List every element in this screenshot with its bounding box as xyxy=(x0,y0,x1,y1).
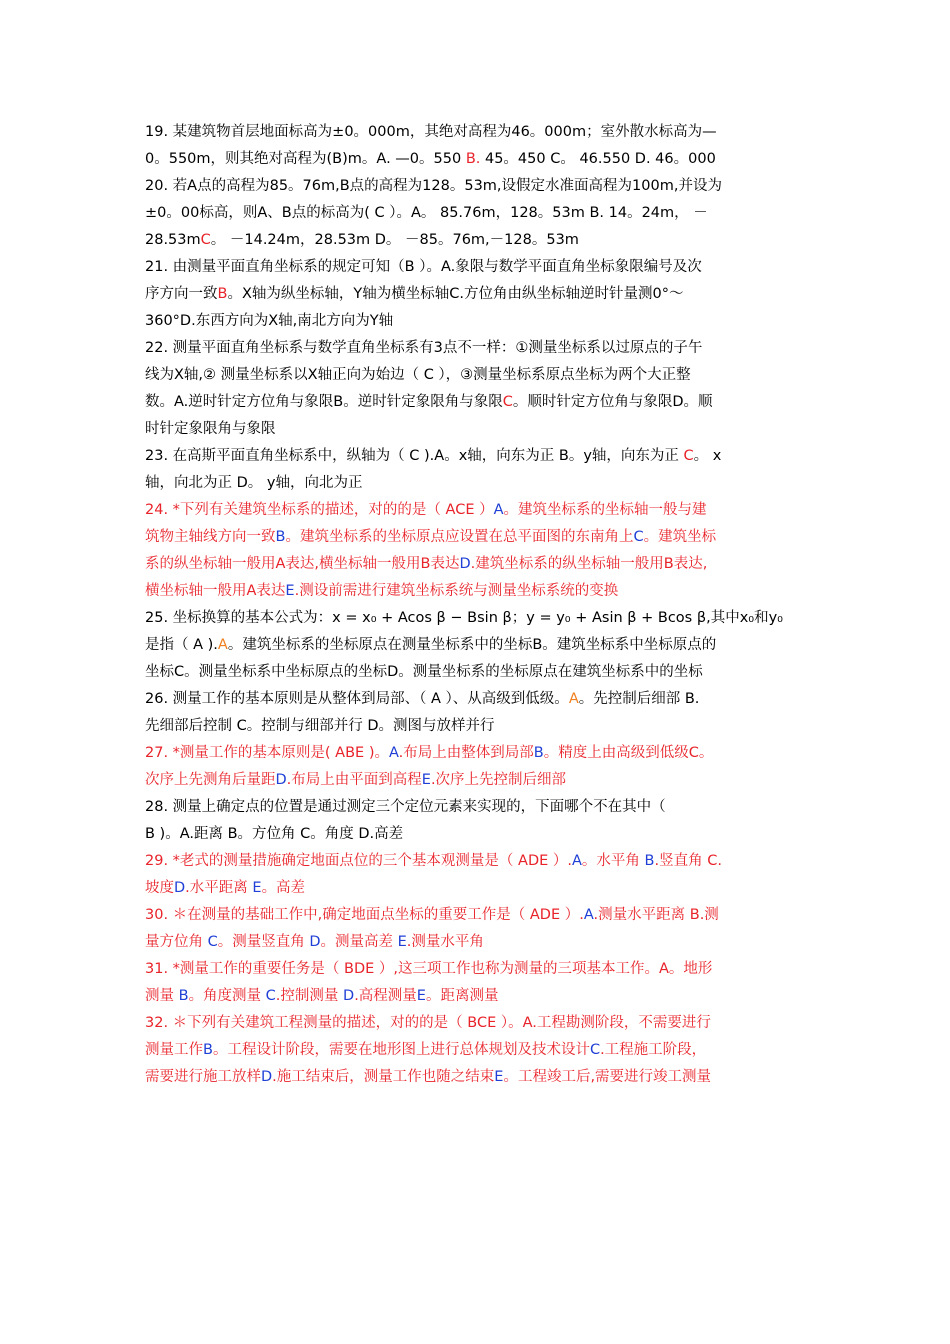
text-run: 坡度 xyxy=(145,880,174,896)
question-32 xyxy=(145,1010,807,1091)
text-run: 21. 由测量平面直角坐标系的规定可知（B ）。A.象限与数学平面直角坐标象限编号及次 xyxy=(145,259,702,275)
text-run: 0。550m，则其绝对高程为(B)m。A. —0。550 xyxy=(145,151,466,167)
question-line xyxy=(145,956,807,983)
text-run: 29. *老式的测量措施确定地面点位的三个基本观测量是（ ADE ）. xyxy=(145,853,572,869)
text-run: 测量 xyxy=(145,988,179,1004)
text-run: 轴，向北为正 D。 y轴，向北为正 xyxy=(145,475,363,491)
question-25 xyxy=(145,605,807,686)
question-line xyxy=(145,200,807,227)
text-run: 测量工作 xyxy=(145,1042,203,1058)
question-line xyxy=(145,1010,807,1037)
question-28 xyxy=(145,794,807,848)
text-run: .次序上先控制后细部 xyxy=(430,772,567,788)
text-run: 25. 坐标换算的基本公式为：x = x₀ + Acos β − Bsin β；y = y₀ + Asin β + Bcos β,其中x₀和y₀ xyxy=(145,610,783,626)
text-run: 先细部后控制 C。控制与细部并行 D。测图与放样并行 xyxy=(145,718,495,734)
question-line xyxy=(145,875,807,902)
text-run: 。水平角 xyxy=(581,853,645,869)
question-line xyxy=(145,713,807,740)
option-letter: B xyxy=(533,745,544,761)
option-letter: A xyxy=(493,502,504,518)
text-run: .施工结束后，测量工作也随之结束 xyxy=(272,1069,495,1085)
option-letter: C xyxy=(207,934,218,950)
text-run: ±0。00标高，则A、B点的标高为( C ）。A。 85.76m，128。53m B. 14。24m， － xyxy=(145,205,708,221)
question-line xyxy=(145,632,807,659)
option-letter: B xyxy=(275,529,286,545)
question-line xyxy=(145,362,807,389)
option-letter: D xyxy=(459,556,471,572)
question-22 xyxy=(145,335,807,443)
question-line xyxy=(145,551,807,578)
question-line xyxy=(145,578,807,605)
question-line xyxy=(145,443,807,470)
text-run: 。先控制后细部 B. xyxy=(578,691,700,707)
question-line xyxy=(145,821,807,848)
question-line xyxy=(145,902,807,929)
question-20 xyxy=(145,173,807,254)
question-29 xyxy=(145,848,807,902)
text-run: 24. *下列有关建筑坐标系的描述，对的的是（ ACE ） xyxy=(145,502,494,518)
text-run: 22. 测量平面直角坐标系与数学直角坐标系有3点不一样：①测量坐标系以过原点的子午 xyxy=(145,340,703,356)
text-run: 。测量竖直角 xyxy=(217,934,310,950)
question-line xyxy=(145,659,807,686)
document-page xyxy=(145,119,807,1091)
text-run: .水平距离 xyxy=(185,880,253,896)
question-line xyxy=(145,497,807,524)
text-run: 坐标C。测量坐标系中坐标原点的坐标D。测量坐标系的坐标原点在建筑坐标系中的坐标 xyxy=(145,664,703,680)
text-run: 31. *测量工作的重要任务是（ BDE ）,这三项工作也称为测量的三项基本工作。A。地形 xyxy=(145,961,713,977)
text-run: .控制测量 xyxy=(275,988,344,1004)
option-letter: D xyxy=(343,988,355,1004)
text-run: 360°D.东西方向为X轴,南北方向为Y轴 xyxy=(145,313,394,329)
text-run: 27. *测量工作的基本原则是( ABE )。 xyxy=(145,745,389,761)
question-21 xyxy=(145,254,807,335)
text-run: 。建筑坐标系的坐标原点应设置在总平面图的东南角上 xyxy=(285,529,634,545)
option-letter: B xyxy=(178,988,189,1004)
text-run: 28.53m xyxy=(145,232,201,248)
text-run: 。顺时针定方位角与象限D。顺 xyxy=(512,394,713,410)
question-line xyxy=(145,416,807,443)
text-run: 需要进行施工放样 xyxy=(145,1069,261,1085)
text-run: B )。A.距离 B。方位角 C。角度 D.高差 xyxy=(145,826,404,842)
question-line xyxy=(145,767,807,794)
option-letter: C xyxy=(633,529,644,545)
text-run: .竖直角 C. xyxy=(654,853,722,869)
option-letter: A xyxy=(583,907,594,923)
text-run: 23. 在高斯平面直角坐标系中，纵轴为（ C ).A。x轴，向东为正 B。y轴，向东为正 xyxy=(145,448,684,464)
text-run: 。工程设计阶段，需要在地形图上进行总体规划及技术设计 xyxy=(212,1042,590,1058)
text-run: 。建筑坐标 xyxy=(643,529,717,545)
text-run: 。高差 xyxy=(261,880,306,896)
option-letter: B xyxy=(203,1042,213,1058)
text-run: 19. 某建筑物首层地面标高为±0。000m，其绝对高程为46。000m；室外散水标高为— xyxy=(145,124,717,140)
question-line xyxy=(145,227,807,254)
text-run: 。工程竣工后,需要进行竣工测量 xyxy=(503,1069,712,1085)
option-letter: E xyxy=(421,772,431,788)
text-run: 。距离测量 xyxy=(425,988,499,1004)
text-run: 量方位角 xyxy=(145,934,208,950)
option-letter: B. xyxy=(465,151,481,167)
question-line xyxy=(145,119,807,146)
option-letter: C xyxy=(683,448,694,464)
text-run: 次序上先测角后量距 xyxy=(145,772,276,788)
option-letter: C xyxy=(502,394,513,410)
question-line xyxy=(145,173,807,200)
text-run: 。精度上由高级到低级C。 xyxy=(543,745,714,761)
text-run: 数。A.逆时针定方位角与象限B。逆时针定象限角与象限 xyxy=(145,394,503,410)
option-letter: A xyxy=(568,691,579,707)
option-letter: E xyxy=(252,880,262,896)
question-line xyxy=(145,389,807,416)
question-line xyxy=(145,1037,807,1064)
text-run: 横坐标轴一般用A表达 xyxy=(145,583,286,599)
question-line xyxy=(145,335,807,362)
text-run: 。测量高差 xyxy=(320,934,398,950)
question-line xyxy=(145,308,807,335)
question-line xyxy=(145,605,807,632)
option-letter: A xyxy=(388,745,399,761)
text-run: 26. 测量工作的基本原则是从整体到局部、（ A ）、从高级到低级。 xyxy=(145,691,569,707)
text-run: 20. 若A点的高程为85。76m,B点的高程为128。53m,设假定水准面高程为100m,并设为 xyxy=(145,178,722,194)
text-run: 序方向一致 xyxy=(145,286,218,302)
question-line xyxy=(145,470,807,497)
text-run: .测设前需进行建筑坐标系统与测量坐标系统的变换 xyxy=(294,583,619,599)
text-run: .测量水平角 xyxy=(406,934,484,950)
option-letter: E xyxy=(494,1069,504,1085)
text-run: .高程测量 xyxy=(354,988,417,1004)
text-run: 系的纵坐标轴一般用A表达,横坐标轴一般用B表达 xyxy=(145,556,460,572)
question-24 xyxy=(145,497,807,605)
text-run: 时针定象限角与象限 xyxy=(145,421,276,437)
option-letter: E xyxy=(285,583,295,599)
question-line xyxy=(145,281,807,308)
question-line xyxy=(145,524,807,551)
question-line xyxy=(145,740,807,767)
question-27 xyxy=(145,740,807,794)
text-run: 。 x xyxy=(693,448,722,464)
question-line xyxy=(145,848,807,875)
question-26 xyxy=(145,686,807,740)
option-letter: C xyxy=(200,232,211,248)
option-letter: D xyxy=(275,772,287,788)
question-line xyxy=(145,254,807,281)
text-run: 。角度测量 xyxy=(188,988,266,1004)
text-run: 。 －14.24m，28.53m D。 －85。76m,－128。53m xyxy=(210,232,579,248)
text-run: 。建筑坐标系的坐标轴一般与建 xyxy=(503,502,707,518)
text-run: 。X轴为纵坐标轴，Y轴为横坐标轴C.方位角由纵坐标轴逆时针量测0°～ xyxy=(227,286,684,302)
option-letter: C xyxy=(589,1042,601,1058)
question-line xyxy=(145,929,807,956)
text-run: .测量水平距离 B.测 xyxy=(593,907,719,923)
option-letter: A xyxy=(217,637,228,653)
option-letter: A xyxy=(572,853,582,869)
question-line xyxy=(145,1064,807,1091)
option-letter: D xyxy=(309,934,321,950)
text-run: 筑物主轴线方向一致 xyxy=(145,529,276,545)
option-letter: B xyxy=(217,286,228,302)
text-run: .布局上由平面到高程 xyxy=(286,772,422,788)
question-30 xyxy=(145,902,807,956)
option-letter: D xyxy=(261,1069,273,1085)
question-31 xyxy=(145,956,807,1010)
option-letter: E xyxy=(397,934,407,950)
text-run: 。建筑坐标系的坐标原点在测量坐标系中的坐标B。建筑坐标系中坐标原点的 xyxy=(227,637,717,653)
option-letter: E xyxy=(416,988,426,1004)
text-run: .布局上由整体到局部 xyxy=(398,745,534,761)
text-run: .工程施工阶段， xyxy=(600,1042,707,1058)
question-line xyxy=(145,686,807,713)
text-run: 28. 测量上确定点的位置是通过测定三个定位元素来实现的，下面哪个不在其中（ xyxy=(145,799,666,815)
question-line xyxy=(145,794,807,821)
text-run: 45。450 C。 46.550 D. 46。000 xyxy=(480,151,716,167)
option-letter: B xyxy=(644,853,655,869)
text-run: 32. ＊下列有关建筑工程测量的描述，对的的是（ BCE ）。A.工程勘测阶段，不需要进行 xyxy=(145,1015,711,1031)
text-run: .建筑坐标系的纵坐标轴一般用B表达, xyxy=(470,556,708,572)
text-run: 是指（ A ). xyxy=(145,637,218,653)
option-letter: D xyxy=(174,880,186,896)
text-run: 30. ＊在测量的基础工作中,确定地面点坐标的重要工作是（ ADE ）. xyxy=(145,907,584,923)
text-run: 线为X轴,② 测量坐标系以X轴正向为始边（ C ），③测量坐标系原点坐标为两个大正整 xyxy=(145,367,691,383)
question-line xyxy=(145,146,807,173)
question-line xyxy=(145,983,807,1010)
option-letter: C xyxy=(265,988,276,1004)
question-19 xyxy=(145,119,807,173)
question-23 xyxy=(145,443,807,497)
